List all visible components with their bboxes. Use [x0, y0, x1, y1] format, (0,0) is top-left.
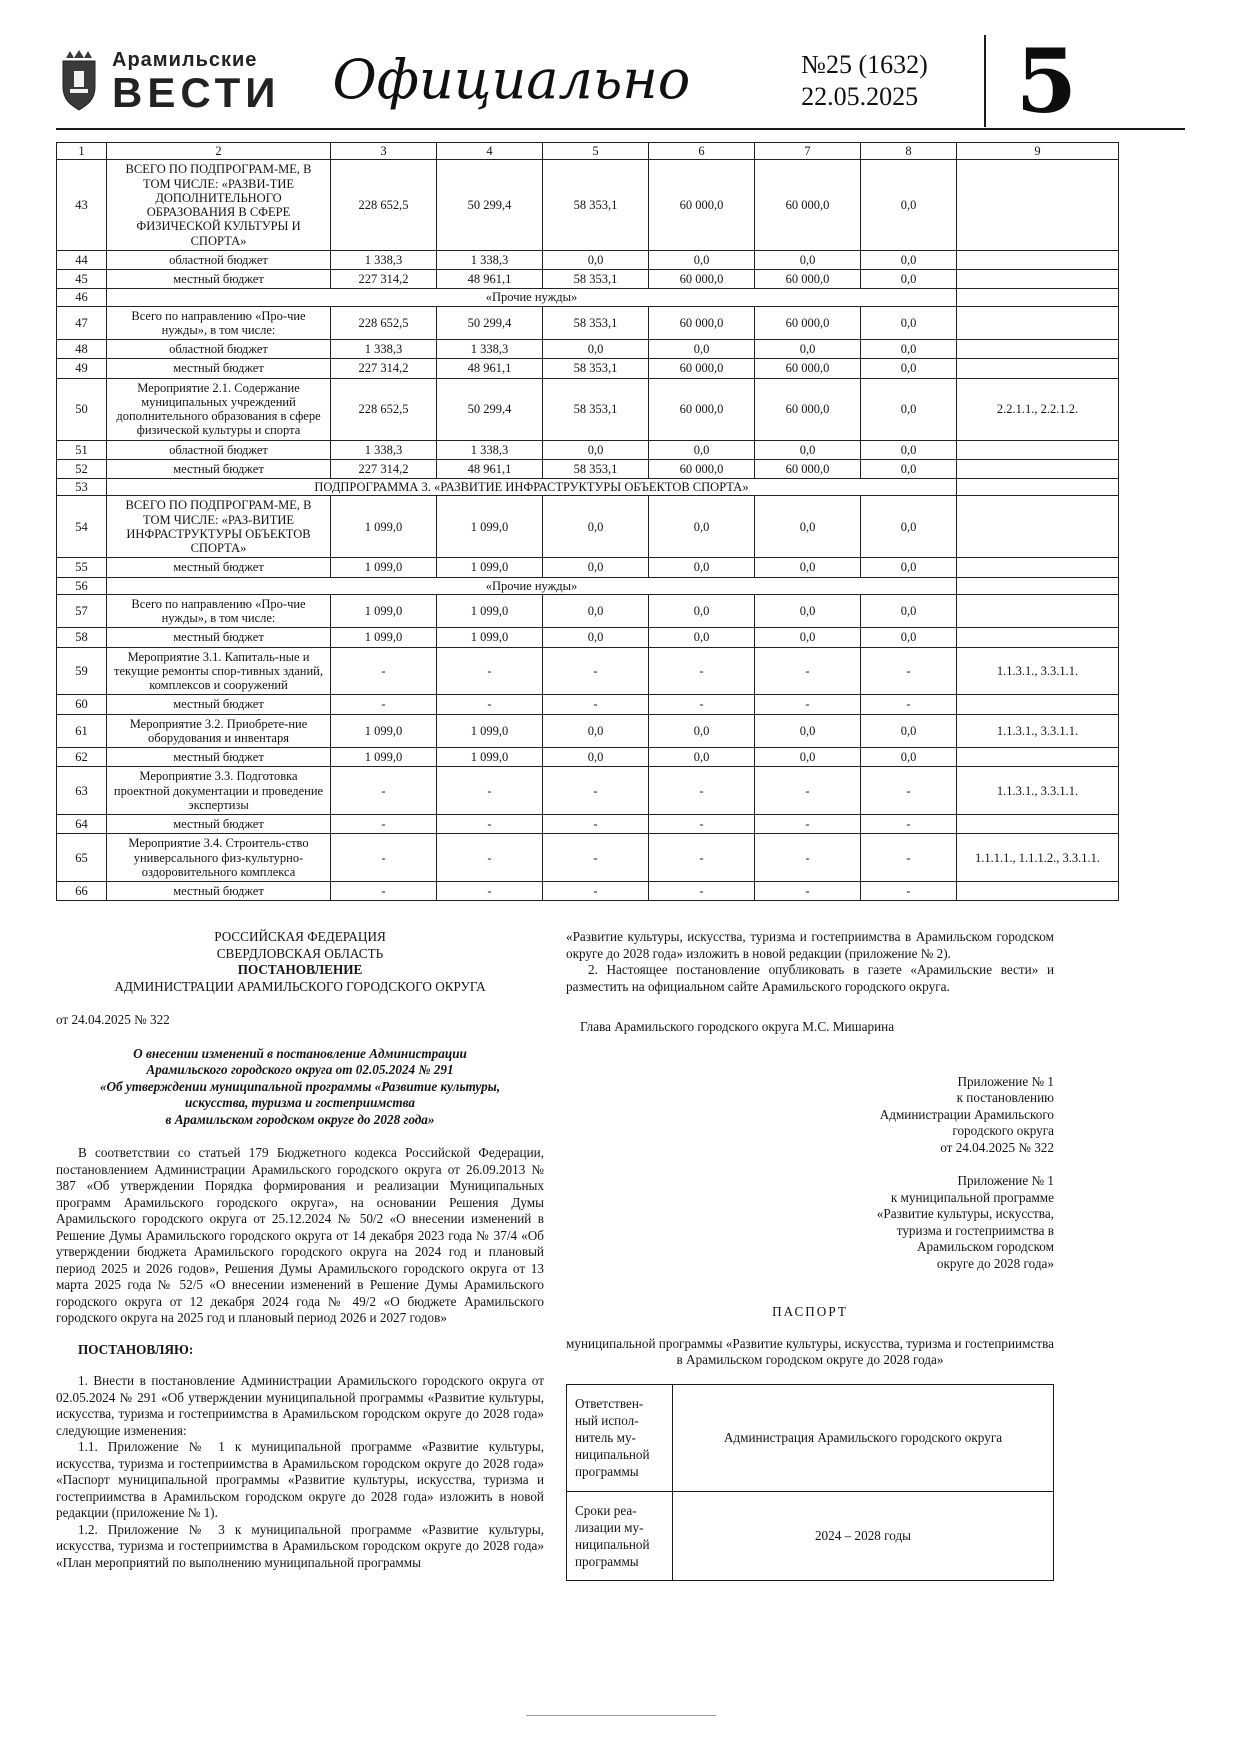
row-title-cell: местный бюджет: [107, 748, 331, 767]
value-cell: -: [331, 695, 437, 714]
table-row: [57, 695, 1119, 714]
passport-value-cell: 2024 – 2028 годы: [673, 1491, 1054, 1581]
table-row: [57, 306, 1119, 340]
issue-info: [801, 49, 928, 114]
value-cell: 0,0: [543, 558, 649, 577]
value-cell: 60 000,0: [649, 270, 755, 289]
value-cell: -: [437, 882, 543, 901]
newspaper-logo: [56, 49, 280, 114]
value-cell: 0,0: [861, 340, 957, 359]
ref-cell: [957, 270, 1119, 289]
value-cell: 1 099,0: [331, 594, 437, 628]
budget-table-body: [57, 160, 1119, 901]
value-cell: 1 099,0: [331, 628, 437, 647]
value-cell: -: [543, 882, 649, 901]
value-cell: -: [649, 647, 755, 695]
value-cell: 1 099,0: [437, 748, 543, 767]
row-title-cell: местный бюджет: [107, 558, 331, 577]
table-row: [57, 160, 1119, 251]
row-number-cell: 43: [57, 160, 107, 251]
value-cell: 0,0: [755, 594, 861, 628]
issue-date: 22.05.2025: [801, 82, 919, 111]
value-cell: 1 099,0: [331, 558, 437, 577]
value-cell: 0,0: [649, 748, 755, 767]
row-title-cell: Всего по направлению «Про-чие нужды», в том числе:: [107, 306, 331, 340]
ref-cell: [957, 479, 1119, 496]
value-cell: -: [755, 834, 861, 882]
value-cell: 228 652,5: [331, 306, 437, 340]
value-cell: 0,0: [755, 628, 861, 647]
ref-cell: [957, 594, 1119, 628]
row-title-cell: Мероприятие 3.3. Подготовка проектной документации и проведение экспертизы: [107, 767, 331, 815]
row-title-cell: местный бюджет: [107, 459, 331, 478]
value-cell: 0,0: [543, 594, 649, 628]
value-cell: -: [861, 695, 957, 714]
value-cell: -: [543, 647, 649, 695]
value-cell: 1 099,0: [437, 594, 543, 628]
value-cell: 60 000,0: [649, 459, 755, 478]
table-row: [57, 270, 1119, 289]
budget-table-header-row: [57, 143, 1119, 160]
row-number-cell: 63: [57, 767, 107, 815]
value-cell: 0,0: [755, 748, 861, 767]
row-title-cell: Мероприятие 2.1. Содержание муниципальных учреждений дополнительного образования в сфере физической культуры и спорта: [107, 378, 331, 440]
row-title-cell: местный бюджет: [107, 628, 331, 647]
value-cell: -: [755, 695, 861, 714]
row-number-cell: 66: [57, 882, 107, 901]
value-cell: -: [861, 882, 957, 901]
row-title-cell: Мероприятие 3.4. Строитель-ство универсального физ-культурно-оздоровительного комплекса: [107, 834, 331, 882]
table-row: [57, 594, 1119, 628]
value-cell: 60 000,0: [755, 378, 861, 440]
value-cell: 0,0: [755, 714, 861, 748]
value-cell: 0,0: [861, 748, 957, 767]
value-cell: 0,0: [861, 378, 957, 440]
value-cell: 58 353,1: [543, 270, 649, 289]
value-cell: -: [649, 834, 755, 882]
value-cell: 50 299,4: [437, 306, 543, 340]
value-cell: 0,0: [755, 440, 861, 459]
row-number-cell: 58: [57, 628, 107, 647]
ref-cell: [957, 160, 1119, 251]
column-header: 7: [755, 143, 861, 160]
preamble-paragraph: В соответствии со статьей 179 Бюджетного кодекса Российской Федерации, постановлением Администрации Арамильского городского округа от 26.09.2013 № 387 «Об утверждении Порядка формирования и реализации Муниципальных программ Арамильского городского округа», на основании Решения Думы Арамильского городского округа от 25.12.2024 № 50/2 «О внесении изменений в Решение Думы Арамильского городского округа от 14 декабря 2023 года № 37/4 «Об утверждении бюджета Арамильского городского округа на 2024 год и плановый период 2025 и 2026 годов», Решения Думы Арамильского городского округа от 13 марта 2025 года № 52/5 «О внесении изменений в Решение Думы Арамильского городского округа от 12 декабря 2024 года № 49/2 «О бюджете Арамильского городского округа на 2025 год и плановый период 2026 и 2027 годов»: [56, 1145, 544, 1326]
column-header: 1: [57, 143, 107, 160]
issue-number: №25 (1632): [801, 49, 928, 79]
document-type: ПОСТАНОВЛЕНИЕ: [237, 962, 363, 978]
section-title: Официально: [332, 47, 691, 111]
row-title-cell: Мероприятие 3.1. Капиталь-ные и текущие ремонты спор-тивных зданий, комплексов и сооружений: [107, 647, 331, 695]
decree-heading-block: [56, 929, 544, 995]
value-cell: -: [755, 767, 861, 815]
signature-line: Глава Арамильского городского округа М.С. Мишарина: [580, 1019, 895, 1035]
value-cell: 0,0: [649, 340, 755, 359]
column-header: 6: [649, 143, 755, 160]
value-cell: 0,0: [649, 496, 755, 558]
table-row: [57, 496, 1119, 558]
row-number-cell: 51: [57, 440, 107, 459]
value-cell: 1 099,0: [437, 496, 543, 558]
value-cell: -: [437, 767, 543, 815]
value-cell: -: [543, 695, 649, 714]
value-cell: -: [437, 695, 543, 714]
value-cell: -: [543, 767, 649, 815]
table-row: [57, 250, 1119, 269]
row-title-cell: ВСЕГО ПО ПОДПРОГРАМ-МЕ, В ТОМ ЧИСЛЕ: «РАЗ-ВИТИЕ ИНФРАСТРУКТУРЫ ОБЪЕКТОВ СПОРТА»: [107, 496, 331, 558]
value-cell: 0,0: [861, 250, 957, 269]
value-cell: 0,0: [649, 250, 755, 269]
passport-row: [567, 1384, 1054, 1491]
footer-divider: [526, 1715, 716, 1716]
ref-cell: 1.1.1.1., 1.1.1.2., 3.3.1.1.: [957, 834, 1119, 882]
value-cell: 58 353,1: [543, 459, 649, 478]
table-row: [57, 479, 1119, 496]
passport-row: [567, 1491, 1054, 1581]
value-cell: 58 353,1: [543, 306, 649, 340]
value-cell: 58 353,1: [543, 160, 649, 251]
value-cell: 0,0: [543, 628, 649, 647]
value-cell: 1 099,0: [437, 558, 543, 577]
table-row: [57, 815, 1119, 834]
passport-value-cell: Администрация Арамильского городского округа: [673, 1384, 1054, 1491]
row-number-cell: 65: [57, 834, 107, 882]
value-cell: 60 000,0: [755, 270, 861, 289]
value-cell: 60 000,0: [649, 306, 755, 340]
value-cell: -: [861, 815, 957, 834]
column-header: 2: [107, 143, 331, 160]
decree-section: [56, 929, 1054, 1581]
row-title-cell: местный бюджет: [107, 882, 331, 901]
row-number-cell: 62: [57, 748, 107, 767]
table-row: [57, 558, 1119, 577]
value-cell: 48 961,1: [437, 270, 543, 289]
passport-label-cell: Ответствен-ный испол-нитель му-ниципальной программы: [567, 1384, 673, 1491]
value-cell: 1 099,0: [437, 714, 543, 748]
ref-cell: 1.1.3.1., 3.3.1.1.: [957, 767, 1119, 815]
table-row: [57, 340, 1119, 359]
country-line: РОССИЙСКАЯ ФЕДЕРАЦИЯ: [214, 929, 386, 945]
masthead: [56, 29, 1185, 133]
column-header: 4: [437, 143, 543, 160]
value-cell: 0,0: [861, 359, 957, 378]
table-row: [57, 459, 1119, 478]
value-cell: 60 000,0: [649, 378, 755, 440]
ref-cell: 1.1.3.1., 3.3.1.1.: [957, 647, 1119, 695]
value-cell: 227 314,2: [331, 459, 437, 478]
row-number-cell: 50: [57, 378, 107, 440]
resolve-word: ПОСТАНОВЛЯЮ:: [78, 1341, 194, 1357]
value-cell: 0,0: [543, 496, 649, 558]
ref-cell: [957, 496, 1119, 558]
value-cell: 0,0: [543, 440, 649, 459]
table-row: [57, 577, 1119, 594]
ref-cell: [957, 359, 1119, 378]
value-cell: 0,0: [861, 714, 957, 748]
coat-of-arms-icon: [56, 49, 102, 113]
value-cell: 1 099,0: [437, 628, 543, 647]
value-cell: -: [649, 815, 755, 834]
budget-table: [56, 142, 1119, 901]
value-cell: 0,0: [861, 558, 957, 577]
row-number-cell: 48: [57, 340, 107, 359]
brand-name-top: Арамильские: [112, 48, 258, 71]
value-cell: 227 314,2: [331, 270, 437, 289]
column-header: 8: [861, 143, 957, 160]
value-cell: 0,0: [861, 440, 957, 459]
decree-date-line: от 24.04.2025 № 322: [56, 1012, 170, 1028]
value-cell: 228 652,5: [331, 378, 437, 440]
row-title-cell: местный бюджет: [107, 695, 331, 714]
value-cell: 0,0: [649, 440, 755, 459]
row-number-cell: 55: [57, 558, 107, 577]
column-header: 9: [957, 143, 1119, 160]
decree-item-2: 2. Настоящее постановление опубликовать в газете «Арамильские вести» и разместить на официальном сайте Арамильского городского округа.: [566, 962, 1054, 994]
column-header: 3: [331, 143, 437, 160]
value-cell: 0,0: [861, 496, 957, 558]
brand-text: [112, 49, 280, 114]
passport-label-cell: Сроки реа-лизации му-ниципальной программы: [567, 1491, 673, 1581]
ref-cell: [957, 250, 1119, 269]
page-number: 5: [984, 35, 1077, 127]
row-number-cell: 54: [57, 496, 107, 558]
value-cell: 1 099,0: [331, 748, 437, 767]
value-cell: 1 338,3: [331, 340, 437, 359]
value-cell: -: [649, 767, 755, 815]
table-row: [57, 748, 1119, 767]
continuation-paragraph: «Развитие культуры, искусства, туризма и гостеприимства в Арамильском городском округе до 2028 года» изложить в новой редакции (приложение № 2).: [566, 929, 1054, 961]
ref-cell: [957, 577, 1119, 594]
ref-cell: [957, 748, 1119, 767]
value-cell: 1 338,3: [437, 440, 543, 459]
value-cell: -: [755, 815, 861, 834]
row-number-cell: 53: [57, 479, 107, 496]
value-cell: 0,0: [861, 459, 957, 478]
row-number-cell: 57: [57, 594, 107, 628]
value-cell: 0,0: [649, 558, 755, 577]
ref-cell: [957, 628, 1119, 647]
row-number-cell: 59: [57, 647, 107, 695]
ref-cell: [957, 340, 1119, 359]
value-cell: 58 353,1: [543, 378, 649, 440]
row-title-cell: местный бюджет: [107, 815, 331, 834]
value-cell: 0,0: [861, 594, 957, 628]
value-cell: 0,0: [861, 628, 957, 647]
ref-cell: [957, 558, 1119, 577]
annex-reference-1: Приложение № 1 к постановлению Администрации Арамильского городского округа от 24.04.2025 № 322: [879, 1073, 1054, 1155]
value-cell: 60 000,0: [649, 359, 755, 378]
value-cell: 0,0: [649, 628, 755, 647]
section-heading-cell: ПОДПРОГРАММА 3. «РАЗВИТИЕ ИНФРАСТРУКТУРЫ ОБЪЕКТОВ СПОРТА»: [107, 479, 957, 496]
value-cell: 48 961,1: [437, 359, 543, 378]
value-cell: -: [755, 647, 861, 695]
ref-cell: [957, 695, 1119, 714]
row-number-cell: 45: [57, 270, 107, 289]
value-cell: 1 338,3: [331, 440, 437, 459]
value-cell: -: [331, 882, 437, 901]
value-cell: 0,0: [649, 594, 755, 628]
value-cell: 60 000,0: [755, 306, 861, 340]
row-title-cell: областной бюджет: [107, 340, 331, 359]
row-title-cell: местный бюджет: [107, 359, 331, 378]
organization-line: АДМИНИСТРАЦИИ АРАМИЛЬСКОГО ГОРОДСКОГО ОКРУГА: [114, 978, 486, 994]
row-number-cell: 49: [57, 359, 107, 378]
passport-subheading: муниципальной программы «Развитие культуры, искусства, туризма и гостеприимства в Арамильском городском округе до 2028 года»: [566, 1335, 1054, 1368]
row-number-cell: 56: [57, 577, 107, 594]
value-cell: 0,0: [755, 496, 861, 558]
ref-cell: 1.1.3.1., 3.3.1.1.: [957, 714, 1119, 748]
value-cell: -: [861, 767, 957, 815]
value-cell: -: [543, 834, 649, 882]
row-number-cell: 61: [57, 714, 107, 748]
ref-cell: [957, 459, 1119, 478]
ref-cell: [957, 815, 1119, 834]
value-cell: -: [861, 647, 957, 695]
table-row: [57, 289, 1119, 306]
ref-cell: [957, 882, 1119, 901]
value-cell: -: [331, 834, 437, 882]
value-cell: 0,0: [755, 250, 861, 269]
value-cell: 227 314,2: [331, 359, 437, 378]
value-cell: 0,0: [755, 558, 861, 577]
ref-cell: [957, 289, 1119, 306]
value-cell: 60 000,0: [755, 160, 861, 251]
value-cell: 60 000,0: [755, 459, 861, 478]
value-cell: 0,0: [861, 160, 957, 251]
region-line: СВЕРДЛОВСКАЯ ОБЛАСТЬ: [216, 945, 384, 961]
row-title-cell: областной бюджет: [107, 250, 331, 269]
value-cell: -: [649, 882, 755, 901]
value-cell: -: [437, 647, 543, 695]
value-cell: 50 299,4: [437, 378, 543, 440]
passport-table: [566, 1384, 1054, 1581]
value-cell: 1 099,0: [331, 714, 437, 748]
row-title-cell: ВСЕГО ПО ПОДПРОГРАМ-МЕ, В ТОМ ЧИСЛЕ: «РАЗВИ-ТИЕ ДОПОЛНИТЕЛЬНОГО ОБРАЗОВАНИЯ В СФЕРЕ ФИЗИЧЕСКОЙ КУЛЬТУРЫ И СПОРТА»: [107, 160, 331, 251]
value-cell: 0,0: [755, 340, 861, 359]
row-title-cell: Всего по направлению «Про-чие нужды», в том числе:: [107, 594, 331, 628]
table-row: [57, 714, 1119, 748]
value-cell: 48 961,1: [437, 459, 543, 478]
decree-title: О внесении изменений в постановление Администрации Арамильского городского округа от 02.05.2024 № 291 «Об утверждении муниципальной программы «Развитие культуры, искусства, туризма и гостеприимства в Арамильском городском округе до 2028 года»: [99, 1045, 501, 1127]
value-cell: 0,0: [861, 270, 957, 289]
row-title-cell: местный бюджет: [107, 270, 331, 289]
right-column: [566, 929, 1054, 1581]
ref-cell: [957, 440, 1119, 459]
value-cell: 0,0: [543, 748, 649, 767]
annex-reference-2: Приложение № 1 к муниципальной программе «Развитие культуры, искусства, туризма и гостеприимства в Арамильском городском округе до 2028 года»: [876, 1173, 1054, 1271]
value-cell: 1 338,3: [331, 250, 437, 269]
row-number-cell: 44: [57, 250, 107, 269]
value-cell: -: [331, 815, 437, 834]
row-title-cell: Мероприятие 3.2. Приобрете-ние оборудования и инвентаря: [107, 714, 331, 748]
value-cell: 58 353,1: [543, 359, 649, 378]
table-row: [57, 647, 1119, 695]
passport-heading: ПАСПОРТ: [772, 1304, 848, 1320]
row-number-cell: 64: [57, 815, 107, 834]
value-cell: 0,0: [543, 714, 649, 748]
value-cell: 1 338,3: [437, 340, 543, 359]
value-cell: 0,0: [861, 306, 957, 340]
section-heading-cell: «Прочие нужды»: [107, 577, 957, 594]
value-cell: 228 652,5: [331, 160, 437, 251]
row-number-cell: 46: [57, 289, 107, 306]
brand-name-bottom: ВЕСТИ: [112, 68, 281, 116]
decree-item-1-1: 1.1. Приложение № 1 к муниципальной программе «Развитие культуры, искусства, туризма и гостеприимства в Арамильском городском округе до 2028 года» «Паспорт муниципальной программы «Развитие культуры, искусства, туризма и гостеприимства в Арамильском городском округе до 2028 года» изложить в новой редакции (приложение № 1).: [56, 1439, 544, 1521]
value-cell: 1 338,3: [437, 250, 543, 269]
table-row: [57, 882, 1119, 901]
value-cell: 60 000,0: [649, 160, 755, 251]
value-cell: -: [543, 815, 649, 834]
value-cell: -: [861, 834, 957, 882]
ref-cell: 2.2.1.1., 2.2.1.2.: [957, 378, 1119, 440]
value-cell: -: [755, 882, 861, 901]
value-cell: -: [331, 767, 437, 815]
passport-table-body: [567, 1384, 1054, 1580]
row-title-cell: областной бюджет: [107, 440, 331, 459]
value-cell: 0,0: [649, 714, 755, 748]
value-cell: 60 000,0: [755, 359, 861, 378]
ref-cell: [957, 306, 1119, 340]
decree-item-1-2: 1.2. Приложение № 3 к муниципальной программе «Развитие культуры, искусства, туризма и гостеприимства в Арамильском городском округе до 2028 года» «План мероприятий по выполнению муниципальной программы: [56, 1521, 544, 1570]
decree-item-1: 1. Внести в постановление Администрации Арамильского городского округа от 02.05.2024 № 291 «Об утверждении муниципальной программы «Развитие культуры, искусства, туризма и гостеприимства в Арамильском городском округе до 2028 года» следующие изменения:: [56, 1373, 544, 1438]
table-row: [57, 359, 1119, 378]
row-number-cell: 60: [57, 695, 107, 714]
table-row: [57, 834, 1119, 882]
row-number-cell: 47: [57, 306, 107, 340]
value-cell: 0,0: [543, 340, 649, 359]
table-row: [57, 378, 1119, 440]
value-cell: 0,0: [543, 250, 649, 269]
table-row: [57, 440, 1119, 459]
value-cell: -: [437, 834, 543, 882]
section-heading-cell: «Прочие нужды»: [107, 289, 957, 306]
value-cell: -: [331, 647, 437, 695]
value-cell: -: [437, 815, 543, 834]
left-column: [56, 929, 544, 1581]
table-row: [57, 767, 1119, 815]
value-cell: 1 099,0: [331, 496, 437, 558]
row-number-cell: 52: [57, 459, 107, 478]
value-cell: -: [649, 695, 755, 714]
column-header: 5: [543, 143, 649, 160]
value-cell: 50 299,4: [437, 160, 543, 251]
table-row: [57, 628, 1119, 647]
